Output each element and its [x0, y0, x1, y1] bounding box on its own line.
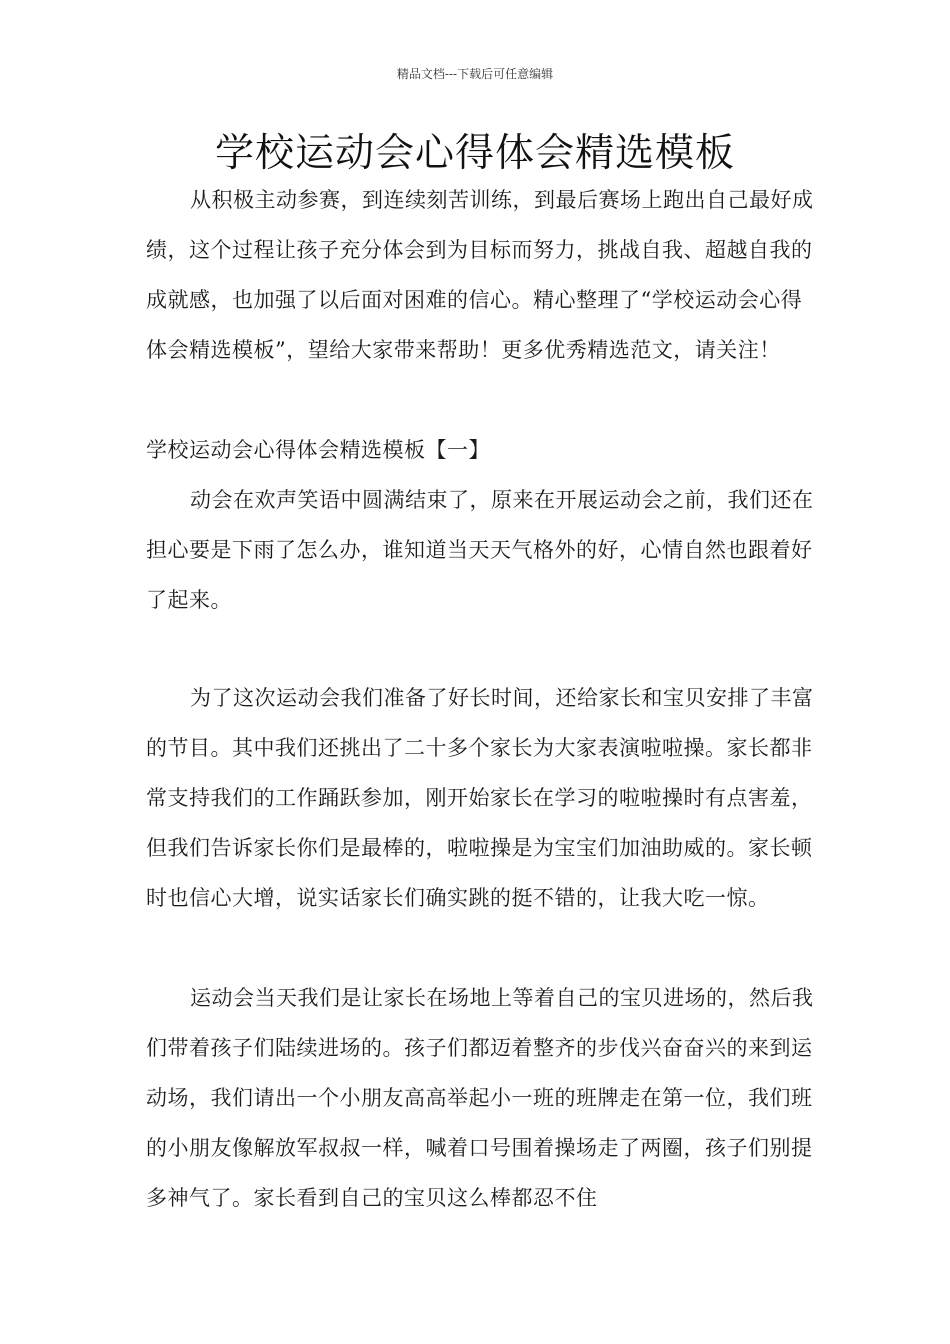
body-paragraph-1: 动会在欢声笑语中圆满结束了，原来在开展运动会之前，我们还在担心要是下雨了怎么办，谁知道当天天气格外的好，心情自然也跟着好了起来。	[146, 488, 814, 612]
body-paragraph-2: 为了这次运动会我们准备了好长时间，还给家长和宝贝安排了丰富的节目。其中我们还挑出了二十多个家长为大家表演啦啦操。家长都非常支持我们的工作踊跃参加，刚开始家长在学习的啦啦操时有点害羞，但我们告诉家长你们是最棒的，啦啦操是为宝宝们加油助威的。家长顿时也信心大增，说实话家长们确实跳的挺不错的，让我大吃一惊。	[146, 686, 814, 910]
section-heading: 学校运动会心得体会精选模板【一】	[146, 438, 490, 462]
page-header: 精品文档---下载后可任意编辑	[396, 67, 554, 81]
intro-paragraph: 从积极主动参赛，到连续刻苦训练，到最后赛场上跑出自己最好成绩，这个过程让孩子充分体会到为目标而努力，挑战自我、超越自我的成就感，也加强了以后面对困难的信心。精心整理了“学校运动会心得体会精选模板”，望给大家带来帮助！更多优秀精选范文，请关注！	[146, 188, 814, 362]
document-title: 学校运动会心得体会精选模板	[214, 131, 735, 176]
body-paragraph-3: 运动会当天我们是让家长在场地上等着自己的宝贝进场的，然后我们带着孩子们陆续进场的。孩子们都迈着整齐的步伐兴奋奋兴的来到运动场，我们请出一个小朋友高高举起小一班的班牌走在第一位，我们班的小朋友像解放军叔叔一样，喊着口号围着操场走了两圈，孩子们别提多神气了。家长看到自己的宝贝这么棒都忍不住	[146, 986, 814, 1210]
